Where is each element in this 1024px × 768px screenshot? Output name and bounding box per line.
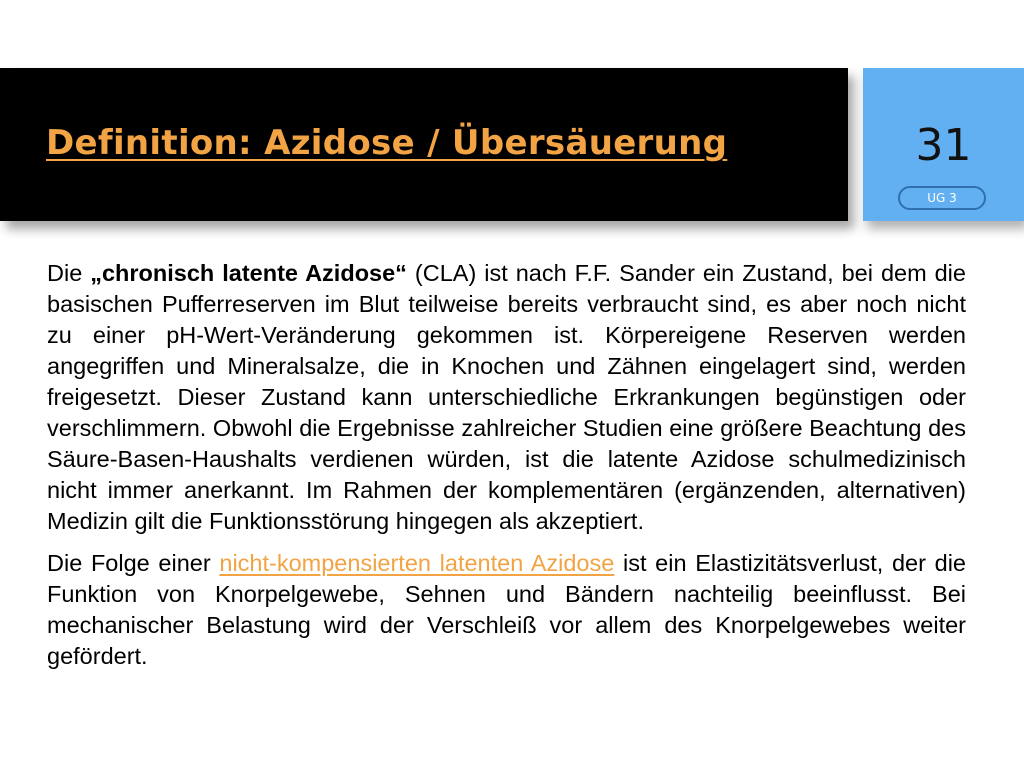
uncompensated-acidosis-link[interactable]: nicht-kompensierten latenten Azidose bbox=[219, 550, 615, 576]
unit-badge: UG 3 bbox=[898, 186, 986, 210]
paragraph-1-text: (CLA) ist nach F.F. Sander ein Zustand, bei dem die basischen Pufferreserven im Blut teilweise bereits verbraucht sind, es aber noch nicht zu einer pH-Wert-Veränderung gekommen ist. Körpereigene Reserven werden angegriffen und Mineralsalze, die in Knochen und Zähnen eingelagert sind, werden freigesetzt. Dieser Zustand kann unterschiedliche Erkrankungen begünstigen oder verschlimmern. Obwohl die Ergebnisse zahlreicher Studien eine größere Beachtung des Säure-Basen-Haushalts verdienen würden, ist die latente Azidose schulmedizinisch nicht immer anerkannt. Im Rahmen der komplementären (ergänzenden, alternativen) Medizin gilt die Funktionsstörung hingegen als akzeptiert. bbox=[47, 260, 966, 534]
slide-number: 31 bbox=[915, 120, 972, 171]
body-text bbox=[47, 258, 966, 683]
paragraph-2-intro: Die Folge einer bbox=[47, 550, 220, 576]
paragraph-1-intro: Die bbox=[47, 260, 91, 286]
paragraph-consequence bbox=[47, 548, 966, 672]
slide-title: Definition: Azidose / Übersäuerung bbox=[46, 123, 728, 163]
paragraph-definition bbox=[47, 258, 966, 537]
term-chronic-latent-acidosis: „chronisch latente Azidose“ bbox=[90, 260, 407, 286]
paragraph-2-text: ist ein Elastizitätsverlust, der die Funktion von Knorpelgewebe, Sehnen und Bändern nachteilig beeinflusst. Bei mechanischer Belastung wird der Verschleiß vor allem des Knorpelgewebes weiter gefördert. bbox=[47, 550, 966, 669]
